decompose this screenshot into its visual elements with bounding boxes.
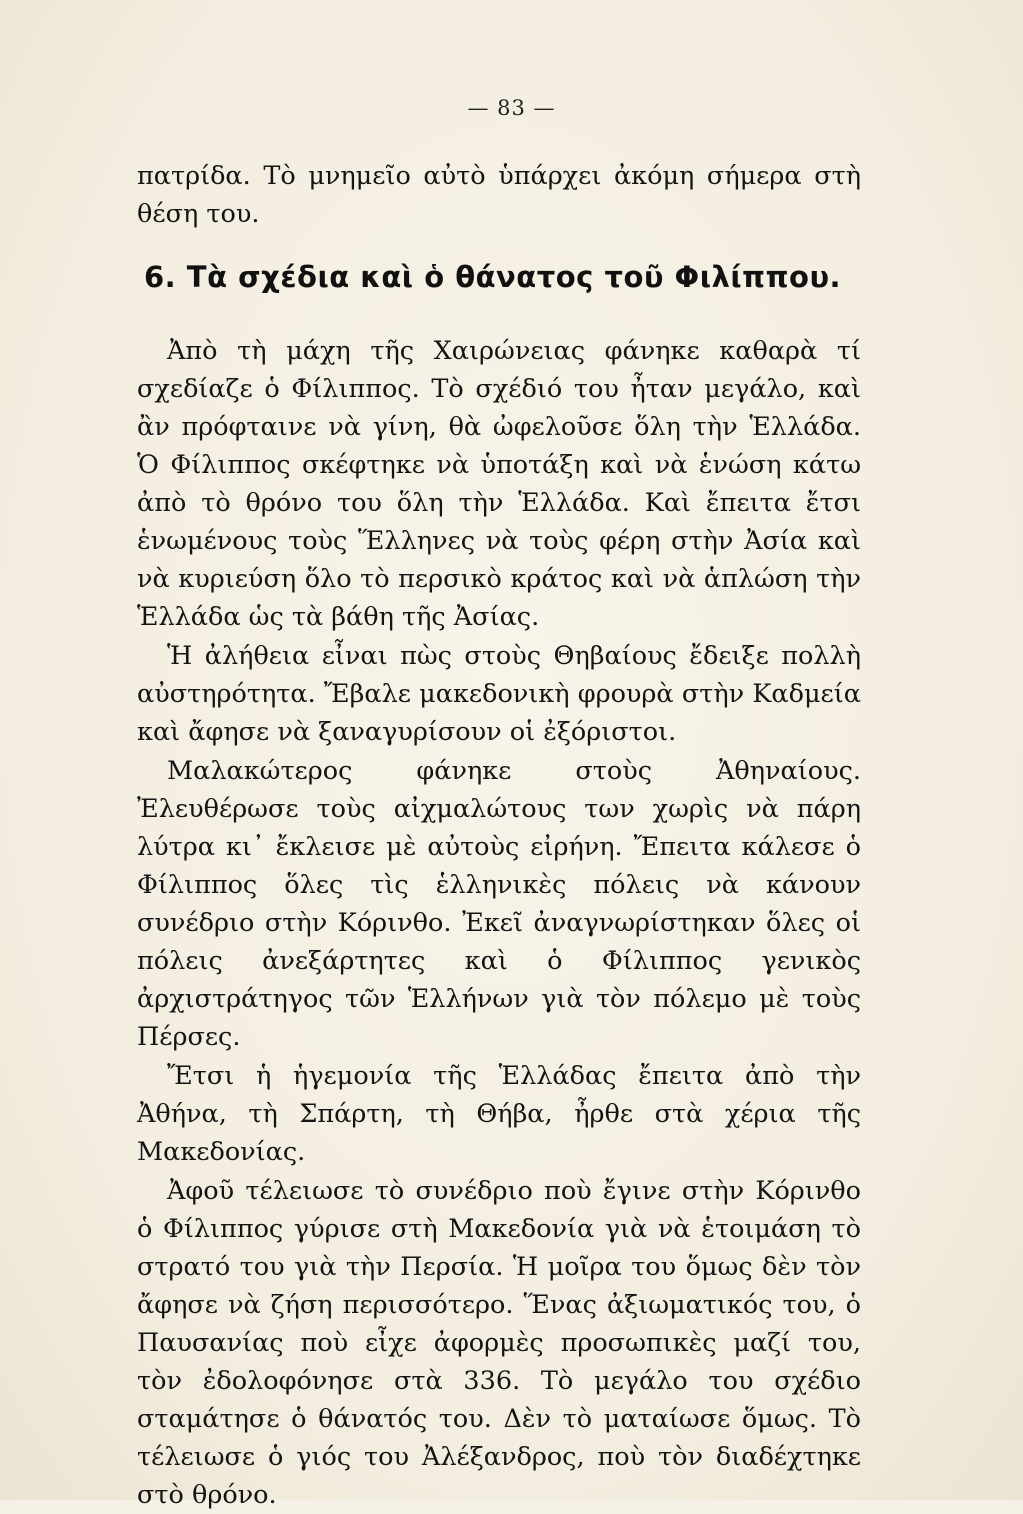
paragraph-3: Μαλακώτερος φάνηκε στοὺς Ἀθηναίους. Ἐλευθέρωσε τοὺς αἰχμαλώτους των χωρὶς νὰ πάρη λύτρα κι᾽ ἔκλεισε μὲ αὐτοὺς εἰρήνη. Ἔπειτα κάλεσε ὁ Φίλιππος ὅλες τὶς ἑλληνικὲς πόλεις νὰ κάνουν συνέδριο στὴν Κόρινθο. Ἐκεῖ ἀναγνωρίστηκαν ὅλες οἱ πόλεις ἀνεξάρτητες καὶ ὁ Φίλιππος γενικὸς ἀρχιστράτηγος τῶν Ἑλλήνων γιὰ τὸν πόλεμο μὲ τοὺς Πέρσες. — [137, 756, 861, 1052]
paragraph-2: Ἡ ἀλήθεια εἶναι πὼς στοὺς Θηβαίους ἔδειξε πολλὴ αὐστηρότητα. Ἔβαλε μακεδονικὴ φρουρὰ στὴν Καδμεία καὶ ἄφησε νὰ ξαναγυρίσουν οἱ ἐξόριστοι. — [137, 641, 861, 747]
intro-paragraph — [137, 157, 861, 233]
page-number: — 83 — — [467, 96, 556, 120]
section-heading: 6. Τὰ σχέδια καὶ ὁ θάνατος τοῦ Φιλίππου. — [144, 260, 842, 294]
section-body — [137, 332, 861, 1514]
intro-text: πατρίδα. Τὸ μνημεῖο αὐτὸ ὑπάρχει ἀκόμη σήμερα στὴ θέση του. — [137, 161, 861, 229]
paragraph-1: Ἀπὸ τὴ μάχη τῆς Χαιρώνειας φάνηκε καθαρὰ τί σχεδίαζε ὁ Φίλιππος. Τὸ σχέδιό του ἦταν μεγάλο, καὶ ἂν πρόφταινε νὰ γίνη, θὰ ὠφελοῦσε ὅλη τὴν Ἑλλάδα. Ὁ Φίλιππος σκέφτηκε νὰ ὑποτάξη καὶ νὰ ἑνώση κάτω ἀπὸ τὸ θρόνο του ὅλη τὴν Ἑλλάδα. Καὶ ἔπειτα ἔτσι ἑνωμένους τοὺς Ἕλληνες νὰ τοὺς φέρη στὴν Ἀσία καὶ νὰ κυριεύση ὅλο τὸ περσικὸ κράτος καὶ νὰ ἁπλώση τὴν Ἑλλάδα ὡς τὰ βάθη τῆς Ἀσίας. — [137, 336, 861, 632]
paragraph-5: Ἀφοῦ τέλειωσε τὸ συνέδριο ποὺ ἔγινε στὴν Κόρινθο ὁ Φίλιππος γύρισε στὴ Μακεδονία γιὰ νὰ ἑτοιμάση τὸ στρατό του γιὰ τὴν Περσία. Ἡ μοῖρα του ὅμως δὲν τὸν ἄφησε νὰ ζήση περισσότερο. Ἕνας ἀξιωματικός του, ὁ Παυσανίας ποὺ εἶχε ἀφορμὲς προσωπικὲς μαζί του, τὸν ἐδολοφόνησε στὰ 336. Τὸ μεγάλο του σχέδιο σταμάτησε ὁ θάνατός του. Δὲν τὸ ματαίωσε ὅμως. Τὸ τέλειωσε ὁ γιός του Ἀλέξανδρος, ποὺ τὸν διαδέχτηκε στὸ θρόνο. — [137, 1176, 861, 1510]
paragraph-4: Ἔτσι ἡ ἡγεμονία τῆς Ἑλλάδας ἔπειτα ἀπὸ τὴν Ἀθήνα, τὴ Σπάρτη, τὴ Θήβα, ἦρθε στὰ χέρια τῆς Μακεδονίας. — [137, 1061, 861, 1167]
